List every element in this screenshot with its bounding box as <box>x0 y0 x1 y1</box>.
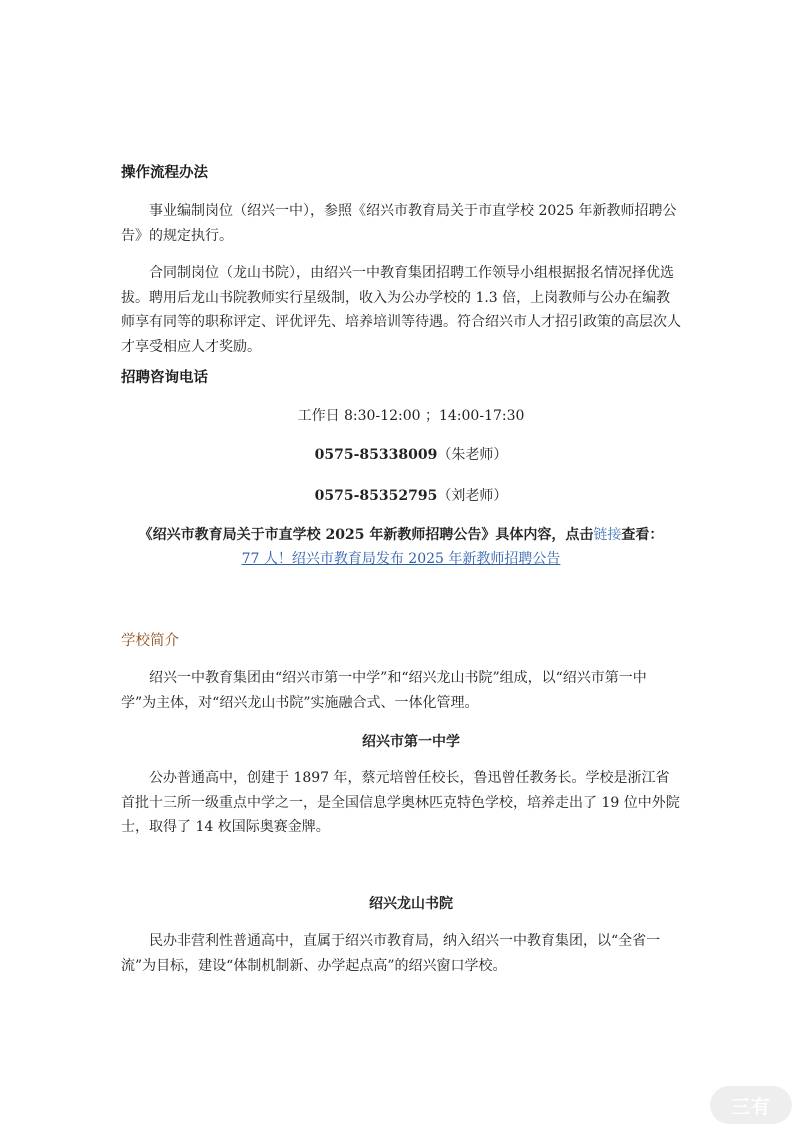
inline-link[interactable]: 链接 <box>593 527 622 543</box>
procedure-heading: 操作流程办法 <box>121 164 208 181</box>
announcement-tail-text: 查看： <box>621 527 664 543</box>
school1-description: 公办普通高中，创建于 1897 年，蔡元培曾任校长，鲁迅曾任教务长。学校是浙江省首批十三所一级重点中学之一，是全国信息学奥林匹克特色学校，培养走出了 19 位中外院士，取得了 14 枚国际奥赛金牌。 <box>121 770 680 835</box>
phone-number-2[interactable]: 0575-85352795 <box>314 488 438 504</box>
school-intro-para: 绍兴一中教育集团由“绍兴市第一中学”和“绍兴龙山书院”组成，以“绍兴市第一中学”为主体，对“绍兴龙山书院”实施融合式、一体化管理。 <box>121 670 647 711</box>
announcement-link-block <box>113 523 689 571</box>
phone-line-2 <box>121 485 701 505</box>
school2-description: 民办非营利性普通高中，直属于绍兴市教育局，纳入绍兴一中教育集团，以“全省一流”为目标，建设“体制机制新、办学起点高”的绍兴窗口学校。 <box>121 933 661 974</box>
working-hours: 工作日 8:30-12:00 ；14:00-17:30 <box>297 408 525 424</box>
phone-person-2: （刘老师） <box>437 488 508 504</box>
school2-title: 绍兴龙山书院 <box>369 896 453 912</box>
phone-line-1 <box>121 444 701 464</box>
school-intro-heading: 学校简介 <box>121 633 179 649</box>
contact-heading: 招聘咨询电话 <box>121 369 208 386</box>
watermark-logo: 三有 <box>710 1086 792 1124</box>
phone-person-1: （朱老师） <box>437 447 508 463</box>
announcement-article-link[interactable]: 77 人！绍兴市教育局发布 2025 年新教师招聘公告 <box>241 551 561 567</box>
announcement-lead-text: 《绍兴市教育局关于市直学校 2025 年新教师招聘公告》具体内容，点击 <box>138 527 594 543</box>
procedure-para-2: 合同制岗位（龙山书院），由绍兴一中教育集团招聘工作领导小组根据报名情况择优选拔。聘用后龙山书院教师实行星级制，收入为公办学校的 1.3 倍，上岗教师与公办在编教师享有同等的职称评定、评优评先、培养培训等待遇。符合绍兴市人才招引政策的高层次人才享受相应人才奖励。 <box>121 265 681 355</box>
procedure-para-1: 事业编制岗位（绍兴一中），参照《绍兴市教育局关于市直学校 2025 年新教师招聘公告》的规定执行。 <box>121 203 677 244</box>
phone-number-1[interactable]: 0575-85338009 <box>314 447 438 463</box>
school1-title: 绍兴市第一中学 <box>362 734 460 750</box>
